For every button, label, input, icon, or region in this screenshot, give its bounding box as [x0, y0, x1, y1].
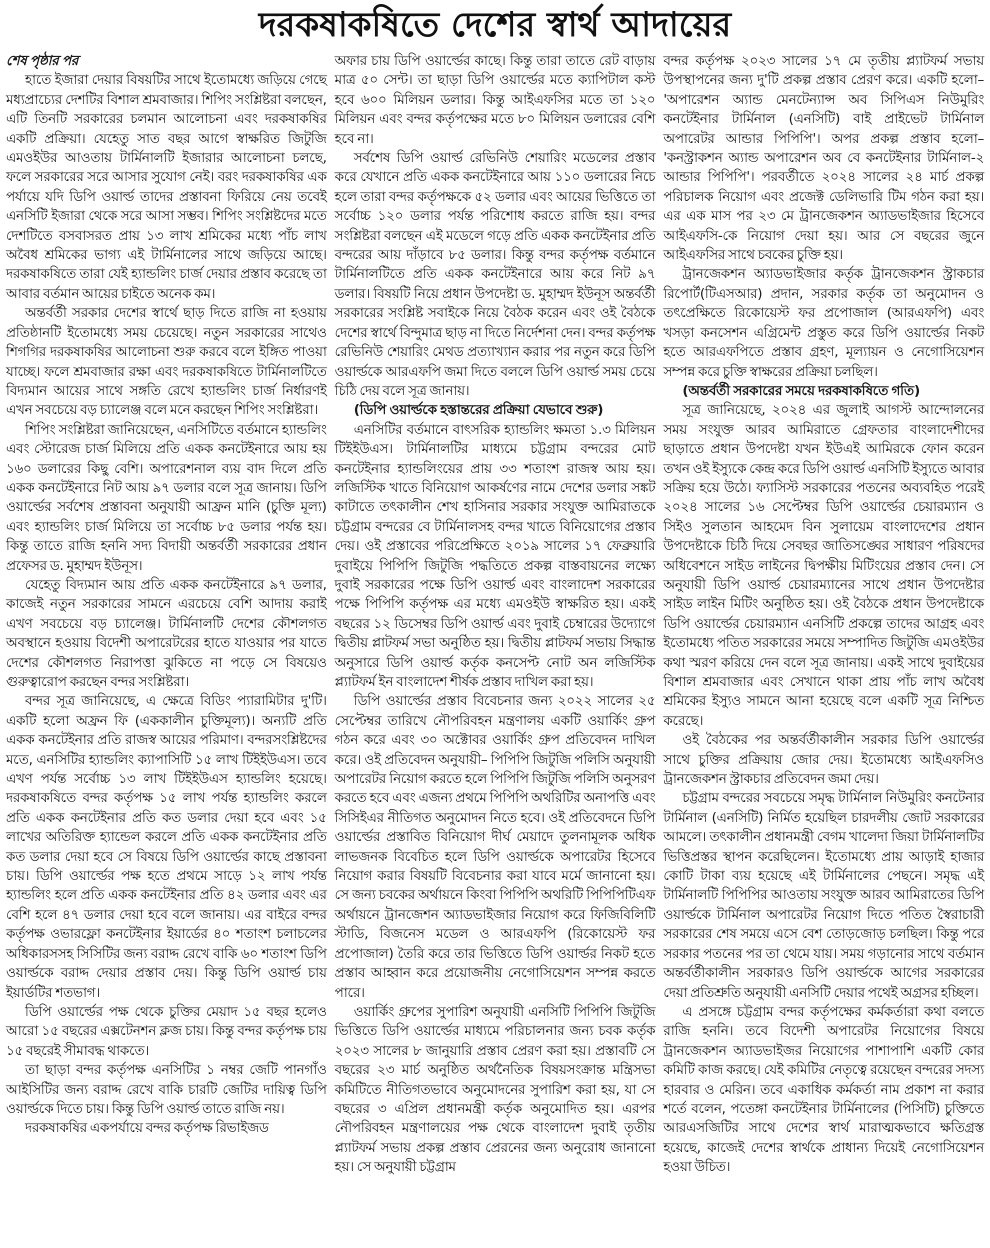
paragraph: এনসিটির বর্তমানে বাৎসরিক হ্যান্ডলিং ক্ষমতা ১.৩ মিলিয়ন টিইইউএস। টার্মিনালটির মাধ্যমে চট্টগ্রাম বন্দরের মোট কনটেইনার হ্যান্ডলিংয়ের প্রায় ৩৩ শতাংশ রাজস্ব আয় হয়। লজিস্টিক খাতে বিনিয়োগ আকর্ষণের নামে দেশের ডলার সঙ্কট কাটাতে তৎকালীন শেখ হাসিনার সরকার সংযুক্ত আমিরাতকে চট্টগ্রাম বন্দরের বে টার্মিনালসহ বন্দর খাতে বিনিয়োগের প্রস্তাব দেয়। ওই প্রস্তাবের পরিপ্রেক্ষিতে ২০১৯ সালের ১৭ ফেব্রুয়ারি দুবাইয়ে পিপিপি জিটুজি পদ্ধতিতে প্রকল্প বাস্তবায়নের লক্ষ্যে দুবাই সরকারের পক্ষে ডিপি ওয়ার্ল্ড এবং বাংলাদেশ সরকারের পক্ষে পিপিপি কর্তৃপক্ষ এর মধ্যে এমওইউ স্বাক্ষরিত হয়। একই বছরের ১২ ডিসেম্বর ডিপি ওয়ার্ল্ড এবং দুবাই চেম্বারের উদ্যোগে দ্বিতীয় প্লাটফর্ম সভা অনুষ্ঠিত হয়। দ্বিতীয় প্লাটফর্ম সভায় সিদ্ধান্ত অনুসারে ডিপি ওয়ার্ল্ড কর্তৃক কনসেপ্ট নোট অন লজিস্টিক প্ল্যাটফর্ম ইন বাংলাদেশ শীর্ষক প্রস্তাব দাখিল করা হয়।: [334, 421, 656, 690]
article-column-3: [663, 52, 984, 1178]
paragraph: অফার চায় ডিপি ওয়ার্ল্ডের কাছে। কিন্তু তারা তাতে রেট বাড়ায় মাত্র ৫০ সেন্ট। তা ছাড়া ডিপি ওয়ার্ল্ডের মতে ক্যাপিটাল কস্ট হবে ৬০০ মিলিয়ন ডলার। কিন্তু আইএফসির মতে তা ১২০ মিলিয়ন এবং বন্দর কর্তৃপক্ষের মতে ৮০ মিলিয়ন ডলারের বেশি হবে না।: [334, 53, 656, 147]
paragraph: ডিপি ওয়ার্ল্ডের প্রস্তাব বিবেচনার জন্য ২০২২ সালের ২৫ সেপ্টেম্বর তারিখে নৌপরিবহন মন্ত্রণালয় একটি ওয়ার্কিং গ্রুপ গঠন করে এবং ৩০ অক্টোবর ওয়ার্কিং গ্রুপ প্রতিবেদন দাখিল করে। ওই প্রতিবেদন অনুযায়ী– পিপিপি জিটুজি পলিসি অনুযায়ী অপারেটর নিয়োগ করতে হলে পিপিপি জিটুজি পলিসি অনুসরণ করতে হবে এবং এজন্য প্রথমে পিপিপি অথরিটির অনাপত্তি এবং সিসিইএর নীতিগত অনুমোদন নিতে হবে। ওই প্রতিবেদনে ডিপি ওয়ার্ল্ডের প্রস্তাবিত বিনিয়োগ দীর্ঘ মেয়াদে তুলনামূলক অধিক লাভজনক বিবেচিত হলে ডিপি ওয়ার্ল্ডকে অপারেটর হিসেবে নিয়োগ করার বিষয়টি বিবেচনার করা যাবে মর্মে জানানো হয়। সে জন্য চবকের অর্থায়নে কিংবা পিপিপি অথরিটি পিপিপিটিএফ অর্থায়নে ট্রানজেশন অ্যাডভাইজার নিয়োগ করে ফিজিবিলিটি স্টাডি, বিজনেস মডেল ও আরএফপি (রিকোয়েস্ট ফর প্রপোজাল) তৈরি করে তার ভিত্তিতে ডিপি ওয়ার্ল্ডর নিকট হতে প্রস্তাব আহ্বান করে প্রয়োজনীয় নেগোসিয়েশন সম্পন্ন করতে পারে।: [334, 693, 656, 1001]
paragraph: তা ছাড়া বন্দর কর্তৃপক্ষ এনসিটির ১ নম্বর জেটি পানগাঁও আইসিটির জন্য বরাদ্দ রেখে বাকি চারটি জেটির দায়িত্ব ডিপি ওয়ার্ল্ডকে দিতে চায়। কিন্তু ডিপি ওয়ার্ল্ড তাতে রাজি নয়।: [6, 1062, 327, 1117]
paragraph: অন্তর্বর্তী সরকার দেশের স্বার্থে ছাড় দিতে রাজি না হওয়ায় প্রতিষ্ঠানটি ইতোমধ্যে সময় চেয়েছে। নতুন সরকারের সাথেও শিগগির দরকষাকষির আলোচনা শুরু করবে বলে ইঙ্গিত পাওয়া যাচ্ছে। ফলে শ্রমবাজার রক্ষা এবং দরকষাকষিতে টার্মিনালটিতে বিদ্যমান আয়ের সাথে সঙ্গতি রেখে হ্যান্ডলিং চার্জ নির্ধারণই এখন সবচেয়ে বড় চ্যালেঞ্জ বলে মনে করছেন শিপিং সংশ্লিষ্টরা।: [6, 305, 327, 419]
article-headline: দরকষাকষিতে দেশের স্বার্থ আদায়ের: [258, 5, 732, 45]
paragraph: দরকষাকষির একপর্যায়ে বন্দর কর্তৃপক্ষ রিভাইজড: [25, 1120, 269, 1137]
section-subheading: (অন্তর্বর্তী সরকারের সময়ে দরকষাকষিতে গতি): [682, 382, 920, 399]
article-body: [0, 48, 990, 1178]
paragraph: বন্দর কর্তৃপক্ষ ২০২৩ সালের ১৭ মে তৃতীয় প্ল্যাটফর্ম সভায় উপস্থাপনের জন্য দু'টি প্রকল্প প্রস্তাব প্রেরণ করে। একটি হলো– 'অপারেশন অ্যান্ড মেনটেন্যান্স অব সিপিএস নিউমুরিং কনটেইনার টার্মিনাল (এনসিটি) বাই প্রাইভেট টার্মিনাল অপারেটর আন্ডার পিপিপি'। অপর প্রকল্প প্রস্তাব হলো– 'কনস্ট্রাকশন অ্যান্ড অপারেশন অব বে কনটেইনার টার্মিনাল-২ আন্ডার পিপিপি'। পরবর্তীতে ২০২৪ সালের ২৪ মার্চ প্রকল্প পরিচালক নিয়োগ এবং প্রজেক্ট ডেলিভারি টিম গঠন করা হয়। এর এক মাস পর ২৩ মে ট্রানজেকশন অ্যাডভাইজার হিসেবে আইএফসি-কে নিয়োগ দেয়া হয়। আর সে বছরের জুনে আইএফসির সাথে চবকের চুক্তি হয়।: [663, 53, 985, 264]
paragraph: বন্দর সূত্র জানিয়েছে, এ ক্ষেত্রে বিডিং প্যারামিটার দু'টি। একটি হলো অফ্রন ফি (এককালীন চুক্তিমূল্য)। অন্যটি প্রতি একক কনটেইনার প্রতি রাজস্ব আয়ের পরিমাণ। বন্দরসংশ্লিষ্টদের মতে, এনসিটির হ্যান্ডলিং ক্যাপাসিটি ১৫ লাখ টিইইউএস। তবে এখণ পর্যন্ত সর্বোচ্চ ১৩ লাখ টিইইউএস হ্যান্ডলিং হয়েছে। দরকষাকষিতে বন্দর কর্তৃপক্ষ ১৫ লাখ পর্যন্ত হ্যান্ডলিং করলে প্রতি একক কনটেইনার প্রতি কত ডলার দেয়া হবে এবং ১৫ লাখের অতিরিক্ত হ্যান্ডেল করলে প্রতি একক কনটেইনার প্রতি কত ডলার দেয়া হবে সে বিষয়ে ডিপি ওয়ার্ল্ডের কাছে প্রস্তাবনা চায়। ডিপি ওয়ার্ল্ডের পক্ষ হতে প্রথমে সাড়ে ১২ লাখ পর্যন্ত হ্যান্ডলিং হলে প্রতি একক কনটেইনার প্রতি ৪২ ডলার এবং এর বেশি হলে ৪৭ ডলার দেয়া হবে বলে জানায়। এর বাইরে বন্দর কর্তৃপক্ষ ওভারফ্লো কনটেইনার ইয়ার্ডের ৪০ শতাংশ চলাচলের অধিকারসসহ সিসিটির জন্য বরাদ্দ রেখে বাকি ৬০ শতাংশ ডিপি ওয়ার্ল্ডকে বরাদ্দ দেয়ার প্রস্তাব দেয়। কিন্তু ডিপি ওয়ার্ল্ড চায় ইয়ার্ডটির শতভাগ।: [6, 693, 327, 1001]
paragraph: এ প্রসঙ্গে চট্টগ্রাম বন্দর কর্তৃপক্ষের কর্মকর্তারা কথা বলতে রাজি হননি। তবে বিদেশী অপারেটর নিয়োগের বিষয়ে ট্রানজেকশন অ্যাডভাইজর নিয়োগের পাশাপাশি একটি কোর কমিটি কাজ করছে। যেই কমিটির নেতৃত্বে রয়েছেন বন্দরের সদস্য হারবার ও মেরিন। তবে একাধিক কর্মকর্তা নাম প্রকাশ না করার শর্তে বলেন, পতেঙ্গা কনটেইনার টার্মিনালের (পিসিটি) চুক্তিতে আরএসজিটির সাথে দেশের স্বার্থ মারাত্মকভাবে ক্ষতিগ্রস্ত হয়েছে, কাজেই দেশের স্বার্থকে প্রাধান্য দিয়েই নেগোসিয়েশন হওয়া উচিত।: [663, 1003, 985, 1176]
paragraph: শিপিং সংশ্লিষ্টরা জানিয়েছেন, এনসিটিতে বর্তমানে হ্যান্ডলিং এবং স্টোরেজ চার্জ মিলিয়ে প্রতি একক কনটেইনারে আয় হয় ১৬০ ডলারের কিছু বেশি। অপারেশনাল ব্যয় বাদ দিলে প্রতি একক কনটেইনারে নিট আয় ৯৭ ডলার বলে সূত্র জানায়। ডিপি ওয়ার্ল্ডের সর্বশেষ প্রস্তাবনা অনুযায়ী আফ্রন মানি (চুক্তি মূল্য) এবং হ্যান্ডলিং চার্জ মিলিয়ে তা সর্বোচ্চ ৮৫ ডলার পর্যন্ত হয়। কিন্তু তাতে রাজি হননি সদ্য বিদায়ী অন্তর্বর্তী সরকারের প্রধান প্রফেসর ড. মুহাম্মদ ইউনূস।: [6, 421, 327, 574]
paragraph: ডিপি ওয়ার্ল্ডের পক্ষ থেকে চুক্তির মেয়াদ ১৫ বছর হলেও আরো ১৫ বছরের এক্সটেনশন ক্লজ চায়। কিন্তু বন্দর কর্তৃপক্ষ চায় ১৫ বছরেই সীমাবদ্ধ থাকতে।: [6, 1003, 327, 1059]
continued-from-label: শেষ পৃষ্ঠার পর: [6, 53, 79, 69]
paragraph: ওয়ার্কিং গ্রুপের সুপারিশ অনুযায়ী এনসিটি পিপিপি জিটুজি ভিত্তিতে ডিপি ওয়ার্ল্ডের মাধ্যমে পরিচালনার জন্য চবক কর্তৃক ২০২৩ সালের ৮ জানুয়ারি প্রস্তাব প্রেরণ করা হয়। প্রস্তাবটি সে বছরের ২৩ মার্চ অনুষ্ঠিত অর্থনৈতিক বিষয়সংক্রান্ত মন্ত্রিসভা কমিটিতে নীতিগতভাবে অনুমোদনের সুপারিশ করা হয়, যা সে বছরের ৩ এপ্রিল প্রধানমন্ত্রী কর্তৃক অনুমোদিত হয়। এরপর নৌপরিবহন মন্ত্রণালয়ের পক্ষ থেকে বাংলাদেশ দুবাই তৃতীয় প্ল্যাটফর্ম সভায় প্রকল্প প্রস্তাব প্রেরনের জন্য অনুরোধ জানানো হয়। সে অনুযায়ী চট্টগ্রাম: [334, 1003, 656, 1176]
article-column-1: [6, 52, 327, 1139]
paragraph: সূত্র জানিয়েছে, ২০২৪ এর জুলাই আগস্ট আন্দোলনের সময় সংযুক্ত আরব আমিরাতে গ্রেফতার বাংলাদেশীদের ছাড়াতে প্রধান উপদেষ্টা যখন ইউএই আমিরকে ফোন করেন তখন ওই ইস্যুকে কেন্দ্র করে ডিপি ওয়ার্ল্ড এনসিটি ইস্যুতে আবার সক্রিয় হয়ে উঠে। ফ্যাসিস্ট সরকারের পতনের অব্যবহিত পরেই ২০২৪ সালের ১৬ সেপ্টেম্বর ডিপি ওয়ার্ল্ডের চেয়ারম্যান ও সিইও সুলতান আহমেদ বিন সুলায়েম বাংলাদেশের প্রধান উপদেষ্টাকে চিঠি দিয়ে সেবছর জাতিসঙ্ঘের সাধারণ পরিষদের অধিবেশনে সাইড লাইনের দ্বিপক্ষীয় মিটিংয়ের প্রস্তাব দেন। সে অনুযায়ী ডিপি ওয়ার্ল্ড চেয়ারম্যানের সাথে প্রধান উপদেষ্টার সাইড লাইন মিটিং অনুষ্ঠিত হয়। ওই বৈঠকে প্রধান উপদেষ্টাকে ডিপি ওয়ার্ল্ডের চেয়ারম্যান এনসিটি প্রকল্পে তাদের আগ্রহ এবং ইতোমধ্যে পতিত সরকারের সময়ে সম্পাদিত জিটুজি এমওইউর কথা স্মরণ করিয়ে দেন বলে সূত্র জানায়। একই সাথে দুবাইয়ের বিশাল শ্রমবাজার এবং সেখানে থাকা প্রায় পাঁচ লাখ অবৈধ শ্রমিকের ইস্যুও সামনে আনা হয়েছে বলে একটি সূত্র নিশ্চিত করেছে।: [663, 402, 985, 729]
article-column-2: [335, 52, 656, 1178]
section-subheading: (ডিপি ওয়ার্ল্ডকে হস্তান্তরের প্রক্রিয়া যেভাবে শুরু): [353, 402, 604, 419]
paragraph: যেহেতু বিদ্যমান আয় প্রতি একক কনটেইনারে ৯৭ ডলার, কাজেই নতুন সরকারের সামনে এরচেয়ে বেশি আদায় করাই এখণ সবচেয়ে বড় চ্যালেঞ্জ। টার্মিনালটি দেশের কৌশলগত অবস্থানে হওয়ায় বিদেশী অপারেটরের হাতে যাওয়ার পর যাতে দেশের কৌশলগত নিরাপত্তা ঝুকিতে না পড়ে সে বিষয়েও গুরুত্বারোপ করছেন বন্দর সংশ্লিষ্টরা।: [6, 576, 327, 690]
paragraph: ওই বৈঠকের পর অন্তর্বর্তীকালীন সরকার ডিপি ওয়ার্ল্ডের সাথে চুক্তির প্রক্রিয়ায় জোর দেয়। ইতোমধ্যে আইএফসিও ট্রানজেকশন স্ট্রাকচার প্রতিবেদন জমা দেয়।: [663, 732, 985, 788]
paragraph: ট্রানজেকশন অ্যাডভাইজার কর্তৃক ট্রানজেকশন স্ট্রাকচার রিপোর্ট(টিএসআর) প্রদান, সরকার কর্তৃক তা অনুমোদন ও তৎপ্রেক্ষিতে রিকোয়েস্ট ফর প্রপোজাল (আরএফপি) এবং খসড়া কনসেশন এগ্রিমেন্ট প্রস্তুত করে ডিপি ওয়ার্ল্ডের নিকট হতে আরএফপিতে প্রস্তাব গ্রহণ, মূল্যায়ন ও নেগোসিয়েশন সম্পন্ন করে চুক্তি স্বাক্ষরের প্রক্রিয়া চলছিল।: [663, 266, 985, 380]
paragraph: চট্টগ্রাম বন্দরের সবচেয়ে সমৃদ্ধ টার্মিনাল নিউমুরিং কনটেনার টার্মিনাল (এনসিটি) নির্মিত হয়েছিল চারদলীয় জোট সরকারের আমলে। তৎকালীন প্রধানমন্ত্রী বেগম খালেদা জিয়া টার্মিনালটির ভিত্তিপ্রস্তর স্থাপন করেছিলেন। ইতোমধ্যে প্রায় আড়াই হাজার কোটি টাকা ব্যয় হয়েছে এই টার্মিনালের পেছনে। সমৃদ্ধ এই টার্মিনালটি পিপিপির আওতায় সংযুক্ত আরব আমিরাতের ডিপি ওয়ার্ল্ডকে টার্মিনাল অপারেটর নিয়োগ দিতে পতিত স্বৈরাচারী সরকারের শেষ সময়ে এসে বেশ তোড়জোড় চলছিল। কিন্তু পরে সরকার পতনের পর তা থেমে যায়। সময় গড়ানোর সাথে বর্তমান অন্তর্বর্তীকালীন সরকারও ডিপি ওয়ার্ল্ডকে আগের সরকারের দেয়া প্রতিশ্রুতি অনুযায়ী এনসিটি দেয়ার পথেই অগ্রসর হচ্ছিল।: [663, 790, 985, 1001]
paragraph: হাতে ইজারা দেয়ার বিষয়টির সাথে ইতোমধ্যে জড়িয়ে গেছে মধ্যপ্রাচ্যের দেশটির বিশাল শ্রমবাজার। শিপিং সংশ্লিষ্টরা বলছেন, এটি তিনটি সরকারের চলমান আলোচনা এবং দরকষাকষির একটি প্রক্রিয়া। যেহেতু সাত বছর আগে স্বাক্ষরিত জিটুজি এমওইউর আওতায় টার্মিনালটি ইজারার আলোচনা চলছে, ফলে সরকারের সরে আসার সুযোগ নেই। বরং দরকষাকষির এক পর্যায়ে যদি ডিপি ওয়ার্ল্ড তাদের প্রস্তাবনা ফিরিয়ে নেয় তবেই এনসিটি ইজারা থেকে সরে আসা সম্ভব। শিপিং সংশ্লিষ্টদের মতে দেশটিতে বসবাসরত প্রায় ১৩ লাখ শ্রমিকের মধ্যে পাঁচ লাখ অবৈধ শ্রমিকের ভাগ্য এই টার্মিনালের সাথে জড়িয়ে আছে। দরকষাকষিতে তারা যেই হ্যান্ডলিং চার্জ দেয়ার প্রস্তাব করেছে তা আবার বর্তমান আয়ের চাইতে অনেক কম।: [6, 72, 327, 302]
paragraph: সর্বশেষ ডিপি ওয়ার্ল্ড রেভিনিউ শেয়ারিং মডেলের প্রস্তাব করে যেখানে প্রতি একক কনটেইনারে আয় ১১০ ডলারের নিচে হলে তারা বন্দর কর্তৃপক্ষকে ৫২ ডলার এবং আয়ের ভিত্তিতে তা সর্বোচ্চ ১২০ ডলার পর্যন্ত পরিশোধ করতে রাজি হয়। বন্দর সংশ্লিষ্টরা বলছেন এই মডেলে গড়ে প্রতি একক কনটেইনার প্রতি বন্দরের আয় দাঁড়াবে ৮৫ ডলার। কিন্তু বন্দর কর্তৃপক্ষ বর্তমানে টার্মিনালটিতে প্রতি একক কনটেইনারে আয় করে নিট ৯৭ ডলার। বিষয়টি নিয়ে প্রধান উপদেষ্টা ড. মুহাম্মদ ইউনূস অন্তর্বর্তী সরকারের সংশ্লিষ্ট সবাইকে নিয়ে বৈঠক করেন এবং ওই বৈঠকে দেশের স্বার্থে বিন্দুমাত্র ছাড় না দিতে নির্দেশনা দেন। বন্দর কর্তৃপক্ষ রেভিনিউ শেয়ারিং মেথড প্রত্যাখ্যান করার পর নতুন করে ডিপি ওয়ার্ল্ডকে আরএফপি জমা দিতে বললে ডিপি ওয়ার্ল্ড সময় চেয়ে চিঠি দেয় বলে সূত্র জানায়।: [334, 150, 656, 399]
